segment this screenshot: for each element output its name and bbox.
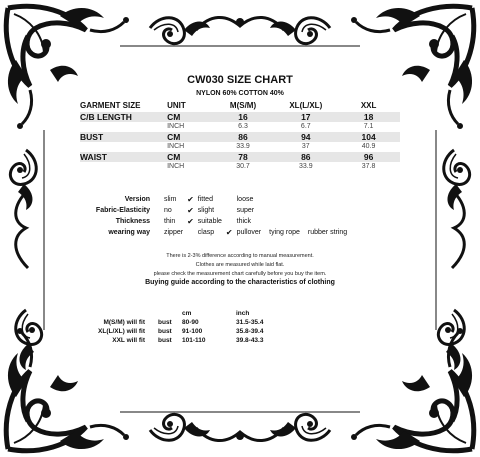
header-unit: UNIT [167, 101, 186, 110]
attribute-table [88, 194, 349, 238]
cell-value: 104 [337, 132, 400, 142]
attribute-option: suitable [197, 218, 222, 225]
attribute-option: no [164, 207, 172, 214]
row-unit: CM [167, 112, 212, 122]
cell-value: 37 [301, 143, 310, 150]
attribute-label: Thickness [115, 218, 150, 225]
fit-part: bust [158, 319, 172, 326]
fit-guide-header [86, 309, 287, 318]
check-mark-icon [224, 216, 235, 227]
cell-value: 86 [212, 132, 275, 142]
fit-row [86, 327, 287, 336]
size-table [80, 100, 400, 172]
note-line: Clothes are measured while laid flat. [195, 262, 285, 268]
attribute-option: super [236, 207, 255, 214]
table-row [80, 112, 400, 122]
row-label: WAIST [80, 152, 167, 162]
header-inch: inch [236, 310, 250, 317]
table-row [80, 152, 400, 162]
table-row [80, 142, 400, 152]
header-size-xl: XL(L/XL) [289, 101, 323, 110]
fit-cm: 101-110 [182, 337, 206, 344]
cell-value: 78 [212, 152, 275, 162]
cell-value: 33.9 [298, 163, 313, 170]
attribute-option: clasp [197, 229, 215, 236]
row-label [80, 162, 167, 172]
check-mark-icon: ✔ [187, 206, 194, 215]
row-label [80, 142, 167, 152]
size-chart-panel [62, 66, 418, 396]
attribute-option: slight [197, 207, 215, 214]
row-label: C/B LENGTH [80, 112, 167, 122]
attribute-label: Fabric-Elasticity [95, 207, 150, 214]
cell-value: 86 [274, 152, 337, 162]
fit-guide-table [86, 309, 287, 345]
fit-size-label: XL(L/XL) will fit [98, 328, 145, 335]
cell-value: 18 [337, 112, 400, 122]
fit-inch: 39.8-43.3 [236, 337, 264, 344]
fit-cm: 91-100 [182, 328, 203, 335]
cell-value: 37.8 [361, 163, 376, 170]
table-row [80, 132, 400, 142]
header-cm: cm [182, 310, 192, 317]
fit-row [86, 336, 287, 345]
fit-inch: 31.5-35.4 [236, 319, 264, 326]
row-unit: CM [167, 132, 212, 142]
attribute-option: slim [164, 196, 177, 203]
table-row [80, 162, 400, 172]
fit-inch: 35.8-39.4 [236, 328, 264, 335]
cell-value: 6.3 [238, 123, 248, 130]
header-size-xxl: XXL [360, 101, 377, 110]
row-label: BUST [80, 132, 167, 142]
fit-row [86, 318, 287, 327]
fit-part: bust [158, 328, 172, 335]
attribute-row-thickness [88, 216, 349, 227]
attribute-row-version [88, 194, 349, 205]
row-unit: CM [167, 152, 212, 162]
attribute-option: pullover [236, 229, 262, 236]
attribute-label: wearing way [108, 229, 150, 236]
check-mark-icon [224, 205, 235, 216]
attribute-row-elasticity [88, 205, 349, 216]
cell-value: 16 [212, 112, 275, 122]
note-line: please check the measurement chart carefully before you buy the item. [153, 271, 327, 277]
attribute-option: tying rope [269, 229, 300, 236]
measurement-notes [62, 252, 418, 279]
attribute-option: zipper [164, 229, 184, 236]
cell-value: 7.1 [363, 123, 374, 130]
cell-value: 6.7 [300, 123, 311, 130]
cell-value: 17 [274, 112, 337, 122]
cell-value: 94 [274, 132, 337, 142]
attribute-option: loose [236, 196, 254, 203]
fit-size-label: M(S/M) will fit [103, 319, 145, 326]
row-unit: INCH [167, 123, 185, 130]
attribute-option: fitted [197, 196, 213, 203]
cell-value: 40.9 [361, 143, 376, 150]
row-label [80, 122, 167, 132]
check-mark-icon: ✔ [187, 195, 194, 204]
table-row [80, 122, 400, 132]
check-mark-icon: ✔ [187, 217, 194, 226]
cell-value: 96 [337, 152, 400, 162]
check-mark-icon: ✔ [225, 228, 233, 237]
cell-value: 30.7 [236, 163, 250, 170]
check-mark-icon [224, 194, 235, 205]
row-unit: INCH [167, 163, 185, 170]
attribute-option: thick [236, 218, 252, 225]
attribute-option: thin [164, 218, 176, 225]
row-unit: INCH [167, 143, 185, 150]
attribute-option: rubber string [307, 229, 348, 236]
size-table-header [80, 100, 400, 112]
fit-size-label: XXL will fit [112, 337, 145, 344]
cell-value: 33.9 [236, 143, 250, 150]
check-mark-icon [185, 227, 196, 238]
header-garment-size: GARMENT SIZE [80, 101, 141, 110]
buying-guide-title: Buying guide according to the characteristics of clothing [145, 279, 335, 286]
chart-title: CW030 SIZE CHART [187, 74, 293, 86]
fit-part: bust [158, 337, 172, 344]
header-size-m: M(S/M) [229, 101, 257, 110]
note-line: There is 2-3% difference according to manual measurement. [166, 253, 314, 259]
material-composition: NYLON 60% COTTON 40% [196, 90, 284, 97]
attribute-row-wearing-way [88, 227, 349, 238]
fit-cm: 80-90 [182, 319, 199, 326]
attribute-label: Version [124, 196, 150, 203]
